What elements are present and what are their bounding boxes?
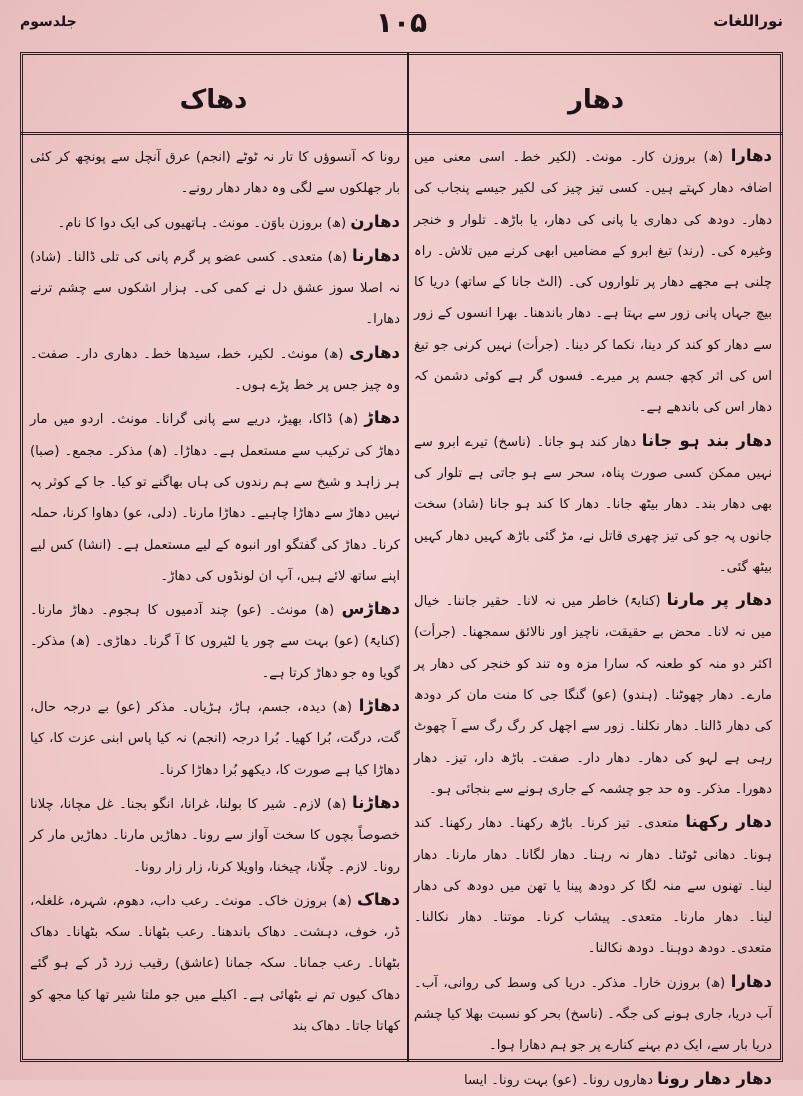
dictionary-entry [30,593,400,689]
headword: دھاری [349,342,400,362]
left-column-title: دھاک [179,85,248,115]
header-rule [20,132,783,135]
headword: دھاڑنا [352,792,400,812]
definition: (ھ) ڈاکا، بھیڑ، دریے سے پانی گرانا۔ مونث۔ اردو میں مار دھاڑ کی ترکیب سے مستعمل ہے۔ دھاڑا۔ (ھ) مذکر۔ مجمع۔ (صبا) ہر زاہد و شیخ سے ہم رندوں کی ہاں بھاگنے تو کیا۔ جا کے کوثر پہ نہیں دھاڑ سے دھاڑا چاہیے۔ دھاڑا مارنا۔ (دلی، عو) دھاوا کرنا، حملہ کرنا۔ دھاڑ کی گفتگو اور انبوہ کے لیے مستعمل ہے۔ (انشا) کس لیے اپنے ساتھ لائے ہیں، آپ ان لونڈوں کی دھاڑ۔ [30,412,400,584]
book-title: نوراللغات [713,12,783,30]
dictionary-entry [30,240,400,336]
page-number: ۱۰۵ [375,6,428,39]
headword: دھار پر مارنا [666,590,772,610]
dictionary-entry [30,884,400,1042]
dictionary-entry [414,966,772,1062]
left-column [30,140,400,1055]
definition: (ھ) لازم۔ شیر کا بولنا، غرانا، انگو بجنا۔ غل مچانا، چلانا خصوصاً بچوں کا سخت آواز سے رونا۔ دھاڑیں مارنا۔ دھاڑیں مار کر رونا۔ لازم۔ چلّانا، چیخنا، واویلا کرنا، زار زار رونا۔ [30,796,400,875]
headword: دھار دھار رونا [657,1068,772,1088]
definition: دھاروں رونا۔ (عو) بہت رونا۔ ایسا [463,1072,653,1088]
dictionary-entry [30,690,400,786]
dictionary-entry [414,1063,772,1096]
definition: (ھ) مونث۔ لکیر، خط، سیدھا خط۔ دھاری دار۔ صفت۔ وہ چیز جس پر خط پڑے ہوں۔ [30,346,400,394]
headword: دھارا [730,146,772,165]
headword: دھارن [350,211,400,231]
headword: دھار بند ہو جانا [641,430,772,450]
definition: (ھ) دیدہ، جسم، ہاڑ، ہڑیاں۔ مذکر (عو) بے درجہ حال، گت، درگت، بُرا کھیا۔ بُرا درجہ (انجم) نہ کیا پاس ابنی عزت کا، کیا دھاڑا کیا ہے صورت کا، دیکھو بُرا دھاڑا کرنا۔ [30,700,400,778]
dictionary-entry [30,337,400,402]
headword: دھاڑ [364,408,400,428]
headword: دھاڑس [341,599,400,619]
definition: (ھ) مونث۔ (عو) چند آدمیوں کا ہجوم۔ دھاڑ مارنا۔ (کنایۃً) (عو) بہت سے چور یا لٹیروں کا آ گرنا۔ دھاڑی۔ (ھ) مذکر۔ گویا وہ جو دھاڑ کرتا ہے۔ [30,603,400,681]
headword: دھارنا [352,245,400,265]
headword: دھاڑا [358,696,400,716]
definition: متعدی۔ تیز کرنا۔ باڑھ رکھنا۔ دھار رکھنا۔ کند ہونا۔ دھانی ٹوٹنا۔ دھار نہ رہنا۔ دھار لگانا۔ دھار مارنا۔ دھار لینا۔ تھنوں سے منہ لگا کر دودھ پینا یا تھن میں دودھ کی دھار لینا۔ دھار مارنا۔ متعدی۔ پیشاب کرنا۔ موتنا۔ دھار نکالنا۔ متعدی۔ دودھ دوہنا۔ دودھ نکالنا۔ [414,816,772,957]
definition: (ھ) بروزن خارا۔ مذکر۔ دریا کی وسط کی روانی، آب۔ آب دریا، جاری ہونے کی جگہ۔ (ناسخ) بحر کو نسبت بھلا کیا چشم دریا بار سے، ایک دم بہنے کنارے پر جو ہم دھارا ہوا۔ [414,975,772,1054]
dictionary-entry [414,584,772,805]
dictionary-entry [30,206,400,239]
headword: دھاک [357,889,400,909]
page-header [20,6,783,46]
headword: دھار رکھنا [685,812,772,832]
column-divider [407,52,409,1062]
dictionary-entry [30,402,400,592]
definition: (ھ) متعدی۔ کسی عضو پر گرم پانی کی تلی ڈالنا۔ (شاد) نہ اصلا سوز عشق دل نے کمی کی۔ ہزار اشکوں سے چشم ترنے دھارا۔ [30,249,400,328]
dictionary-entry [414,806,772,964]
volume-label: جلدسوم [20,14,77,30]
definition: (ھ) بروزن باوَن۔ مونث۔ ہاتھیوں کی ایک دوا کا نام۔ [57,215,347,231]
definition: (ھ) بروزن کار۔ مونث۔ (لکیر خط۔ اسی معنی میں اضافہ دھار کہتے ہیں۔ کسی تیز چیز کی لکیر جیسے پنجاب کی دھار۔ دودھ کی دھاری یا پانی کی دھار، یا باڑھ۔ تلوار و خنجر وغیرہ کی۔ (رند) تیغ ابرو کے مضامیں ابھی کرنے میں تلاش۔ راہ چلنی ہے مجھے دھار پر تلواروں کی۔ (الٹ جانا کے ساتھ) دریا کا بیچ جہاں پانی زور سے بہتا ہے۔ دھار باندھنا۔ بھرا انسوں کے زور سے دھار کو کند کر دینا، نکما کر دینا۔ (جرأت) نہیں کرنی جو تیغ اس کی اثر کچھ جسم پر میرے۔ فسوں گر ہے کوئی دشمن کہ دھار اس کی باندھے ہے۔ [414,150,772,416]
right-column-title: دھار [567,85,625,115]
headword: دھارا [730,971,772,991]
dictionary-entry [30,140,400,205]
definition: رونا کہ آنسوؤں کا تار نہ ٹوٹے (انجم) عرق آنچل سے پونچھ کر کئی بار جھلکوں سے لگی وہ دھار دھار رونے۔ [30,150,400,197]
dictionary-entry [414,425,772,583]
dictionary-entry [30,787,400,883]
definition: دھار کند ہو جانا۔ (ناسخ) تیرے ابرو سے نہیں ممکن کسی صورت پناہ، سحر سے ہو جاتی ہے تلوار کی بھی دھار بند۔ دھار بیٹھ جانا۔ دھار کا کند ہو جانا (شاد) سخت جانوں پہ جو کی تیز چھری قاتل نے، مڑ گئی باڑھ کہیں دھار کہیں بیٹھ گئی۔ [414,434,772,575]
definition: (کنایۃً) خاطر میں نہ لانا۔ حقیر جاننا۔ خیال میں نہ لانا۔ محض بے حقیقت، ناچیز اور نالائق سمجھنا۔ (جرأت) اکثر دو منہ کو طعنہ کہ سارا مزہ وہ تند کو خنجر کی دھار پر مارے۔ دھار چھوٹنا۔ (ہندو) (عو) گنگا جی کا منت مان کر دودھ کی دھار ڈالنا۔ دھار نکلنا۔ زور سے اچھل کر رگ رگ سے آ چھوٹ رہی ہے لہو کی دھار۔ دھار دار۔ صفت۔ باڑھ دار، تیز۔ دھار دھورا۔ مذکر۔ وہ حد جو چشمہ کے جاری ہونے سے بنجائی ہو۔ [414,594,772,797]
right-column [414,140,772,1088]
dictionary-entry [414,140,772,424]
definition: (ھ) بروزن خاک۔ مونث۔ رعب داب، دھوم، شہرہ، غلغلہ، ڈر، خوف، دہشت۔ دھاک باندھنا۔ رعب بٹھانا۔ سکہ بٹھانا۔ دھاک بٹھانا۔ رعب جمانا۔ سکہ جمانا (عاشق) رقیب زرد ڈر کے ہو گئے دھاک کیوں تم نے بٹھائی ہے۔ اکیلے میں جو ملتا شیر تھا کیا مجھ کو کھاتا جاتا۔ دھاک بند [30,893,400,1035]
